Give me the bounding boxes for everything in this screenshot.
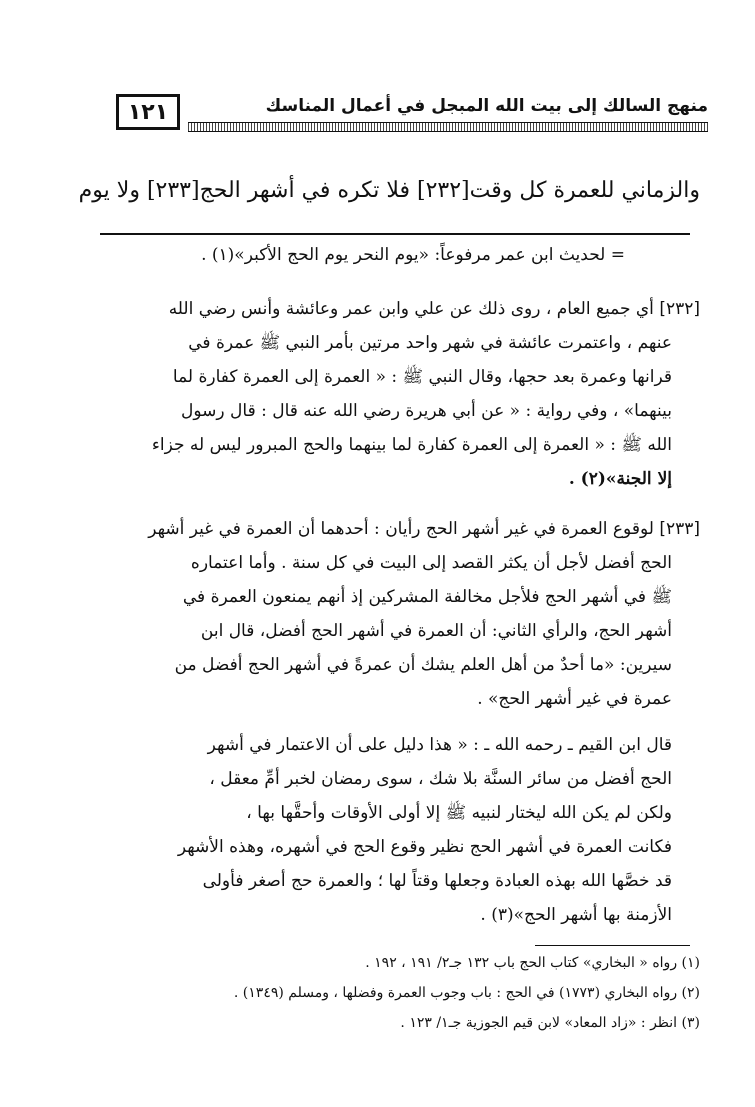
note-233-line: عمرة في غير أشهر الحج» . xyxy=(477,689,672,709)
commentary-note-232 xyxy=(100,292,700,496)
note-232-line: قرانها وعمرة بعد حجها، وقال النبي ﷺ : « العمرة إلى العمرة كفارة لما xyxy=(172,367,672,387)
quote-line: قال ابن القيم ـ رحمه الله ـ : « هذا دليل على أن الاعتمار في أشهر xyxy=(207,735,672,755)
page-number: ١٢١ xyxy=(116,94,180,130)
footnote-3: (٣) انظر : «زاد المعاد» لابن قيم الجوزية جـ١/ ١٢٣ . xyxy=(400,1015,700,1031)
note-233-line: لوقوع العمرة في غير أشهر الحج رأيان : أحدهما أن العمرة في غير أشهر xyxy=(148,519,654,539)
note-233-line: الحج أفضل لأجل أن يكثر القصد إلى البيت في كل سنة . وأما اعتماره xyxy=(190,553,672,573)
note-232-line: الله ﷺ : « العمرة إلى العمرة كفارة لما بينهما والحج المبرور ليس له جزاء xyxy=(151,435,672,455)
quote-line: الأزمنة بها أشهر الحج»(٣) . xyxy=(480,905,672,925)
footnote-2: (٢) رواه البخاري (١٧٧٣) في الحج : باب وجوب العمرة وفضلها ، ومسلم (١٣٤٩) . xyxy=(233,985,700,1001)
quote-line: فكانت العمرة في أشهر الحج نظير وقوع الحج في أشهره، وهذه الأشهر xyxy=(177,837,672,857)
note-232-line: أي جميع العام ، روى ذلك عن علي وابن عمر وعائشة وأنس رضي الله xyxy=(168,299,654,319)
commentary-note-233 xyxy=(100,512,700,716)
note-label-233: [٢٣٣] xyxy=(659,519,700,539)
footnote-1: (١) رواه « البخاري» كتاب الحج باب ١٣٢ جـ٢/ ١٩١ ، ١٩٢ . xyxy=(365,955,700,971)
note-232-line: إلا الجنة»(٢) . xyxy=(568,469,672,489)
note-232-line: بينهما» ، وفي رواية : « عن أبي هريرة رضي الله عنه قال : قال رسول xyxy=(181,401,672,421)
quote-line: قد خصَّها الله بهذه العبادة وجعلها وقتاً لها ؛ والعمرة حج أصغر فأولى xyxy=(202,871,672,891)
note-233-line: سيرين: «ما أحدٌ من أهل العلم يشك أن عمرةً في أشهر الحج أفضل من xyxy=(174,655,672,675)
quote-line: ولكن لم يكن الله ليختار لنبيه ﷺ إلا أولى الأوقات وأحقَّها بها ، xyxy=(246,803,672,823)
note-232-line: عنهم ، واعتمرت عائشة في شهر واحد مرتين بأمر النبي ﷺ عمرة في xyxy=(188,333,672,353)
ibn-qayyim-quote xyxy=(100,728,700,932)
header-rule xyxy=(188,122,708,132)
main-text-line: والزماني للعمرة كل وقت[٢٣٢] فلا تكره في أشهر الحج[٢٣٣] ولا يوم xyxy=(78,178,700,203)
quote-line: الحج أفضل من سائر السنَّة بلا شك ، سوى رمضان لخبر أمِّ معقل ، xyxy=(209,769,672,789)
note-label-232: [٢٣٢] xyxy=(659,299,700,319)
note-233-line: أشهر الحج، والرأي الثاني: أن العمرة في أشهر الحج أفضل، قال ابن xyxy=(200,621,672,641)
footnotes-divider xyxy=(535,945,690,946)
page-header xyxy=(108,88,708,138)
running-title: منهج السالك إلى بيت الله المبجل في أعمال المناسك xyxy=(265,96,708,116)
note-233-line: ﷺ في أشهر الحج فلأجل مخالفة المشركين إذ أنهم يمنعون العمرة في xyxy=(182,587,672,607)
footnote-continuation: = لحديث ابن عمر مرفوعاً: «يوم النحر يوم الحج الأكبر»(١) . xyxy=(201,245,625,265)
main-text-divider xyxy=(100,233,690,235)
